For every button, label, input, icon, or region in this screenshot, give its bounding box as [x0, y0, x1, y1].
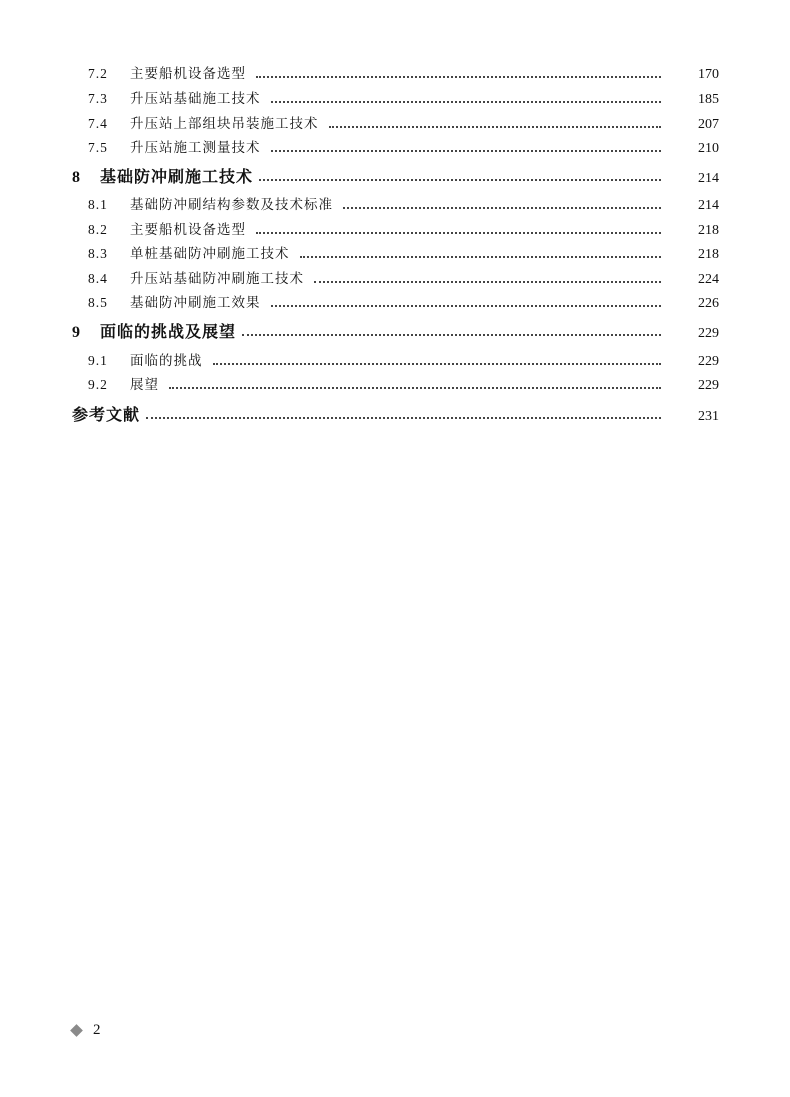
toc-chapter-8[interactable]	[0, 166, 790, 188]
toc-entry-8-2[interactable]	[0, 220, 790, 240]
toc-entry-number: 8.3	[88, 246, 108, 261]
toc-entry-7-2[interactable]	[0, 64, 790, 84]
toc-chapter-number: 9	[72, 324, 80, 341]
toc-leader-dots	[271, 150, 662, 152]
toc-references[interactable]	[0, 404, 790, 426]
toc-leader-dots	[259, 179, 661, 181]
toc-chapter-page: 229	[698, 326, 719, 341]
toc-references-title: 参考文献	[72, 405, 141, 424]
toc-entry-page: 214	[698, 198, 719, 213]
toc-entry-title: 主要船机设备选型	[130, 222, 246, 238]
toc-chapter-9[interactable]	[0, 321, 790, 343]
toc-entry-page: 229	[698, 378, 719, 393]
toc-entry-number: 7.4	[88, 116, 108, 131]
toc-entry-9-2[interactable]	[0, 375, 790, 395]
toc-entry-page: 218	[698, 247, 719, 262]
toc-entry-title: 升压站基础防冲刷施工技术	[130, 271, 304, 287]
toc-chapter-page: 214	[698, 171, 719, 186]
toc-entry-8-5[interactable]	[0, 293, 790, 313]
toc-entry-title: 升压站基础施工技术	[130, 91, 261, 107]
toc-leader-dots	[169, 387, 661, 389]
toc-entry-8-3[interactable]	[0, 244, 790, 264]
toc-entry-title: 主要船机设备选型	[130, 66, 246, 82]
toc-entry-number: 8.2	[88, 222, 108, 237]
toc-entry-page: 229	[698, 354, 719, 369]
toc-leader-dots	[271, 101, 662, 103]
toc-leader-dots	[256, 76, 661, 78]
toc-leader-dots	[314, 281, 661, 283]
toc-entry-page: 226	[698, 296, 719, 311]
toc-leader-dots	[343, 207, 661, 209]
toc-entry-title: 升压站施工测量技术	[130, 140, 261, 156]
toc-chapter-title: 面临的挑战及展望	[100, 322, 237, 341]
toc-entry-7-4[interactable]	[0, 114, 790, 134]
toc-entry-page: 170	[698, 67, 719, 82]
toc-leader-dots	[271, 305, 662, 307]
toc-entry-number: 8.5	[88, 295, 108, 310]
toc-entry-9-1[interactable]	[0, 351, 790, 371]
toc-entry-title: 基础防冲刷结构参数及技术标准	[130, 197, 333, 213]
toc-entry-number: 9.1	[88, 353, 108, 368]
toc-leader-dots	[300, 256, 662, 258]
toc-chapter-title: 基础防冲刷施工技术	[100, 167, 254, 186]
toc-entry-number: 9.2	[88, 377, 108, 392]
toc-leader-dots	[242, 334, 661, 336]
toc-leader-dots	[256, 232, 661, 234]
toc-leader-dots	[329, 126, 662, 128]
toc-entry-title: 升压站上部组块吊装施工技术	[130, 116, 319, 132]
toc-entry-7-5[interactable]	[0, 138, 790, 158]
toc-leader-dots	[146, 417, 661, 419]
toc-entry-title: 基础防冲刷施工效果	[130, 295, 261, 311]
toc-entry-8-1[interactable]	[0, 195, 790, 215]
toc-entry-page: 218	[698, 223, 719, 238]
toc-chapter-number: 8	[72, 169, 80, 186]
toc-entry-number: 8.1	[88, 197, 108, 212]
toc-entry-title: 单桩基础防冲刷施工技术	[130, 246, 290, 262]
toc-entry-page: 207	[698, 117, 719, 132]
page-footer	[72, 1022, 101, 1039]
toc-entry-8-4[interactable]	[0, 269, 790, 289]
toc-entry-title: 面临的挑战	[130, 353, 203, 369]
toc-entry-number: 7.2	[88, 66, 108, 81]
toc-entry-title: 展望	[130, 377, 159, 393]
page-number: 2	[93, 1022, 101, 1038]
toc-entry-page: 185	[698, 92, 719, 107]
toc-leader-dots	[213, 363, 662, 365]
toc-entry-number: 7.5	[88, 140, 108, 155]
toc-entry-7-3[interactable]	[0, 89, 790, 109]
toc-entry-number: 8.4	[88, 271, 108, 286]
toc-entry-page: 224	[698, 272, 719, 287]
toc-entry-page: 210	[698, 141, 719, 156]
toc-entry-number: 7.3	[88, 91, 108, 106]
toc-references-page: 231	[698, 409, 719, 424]
diamond-icon	[70, 1024, 83, 1037]
